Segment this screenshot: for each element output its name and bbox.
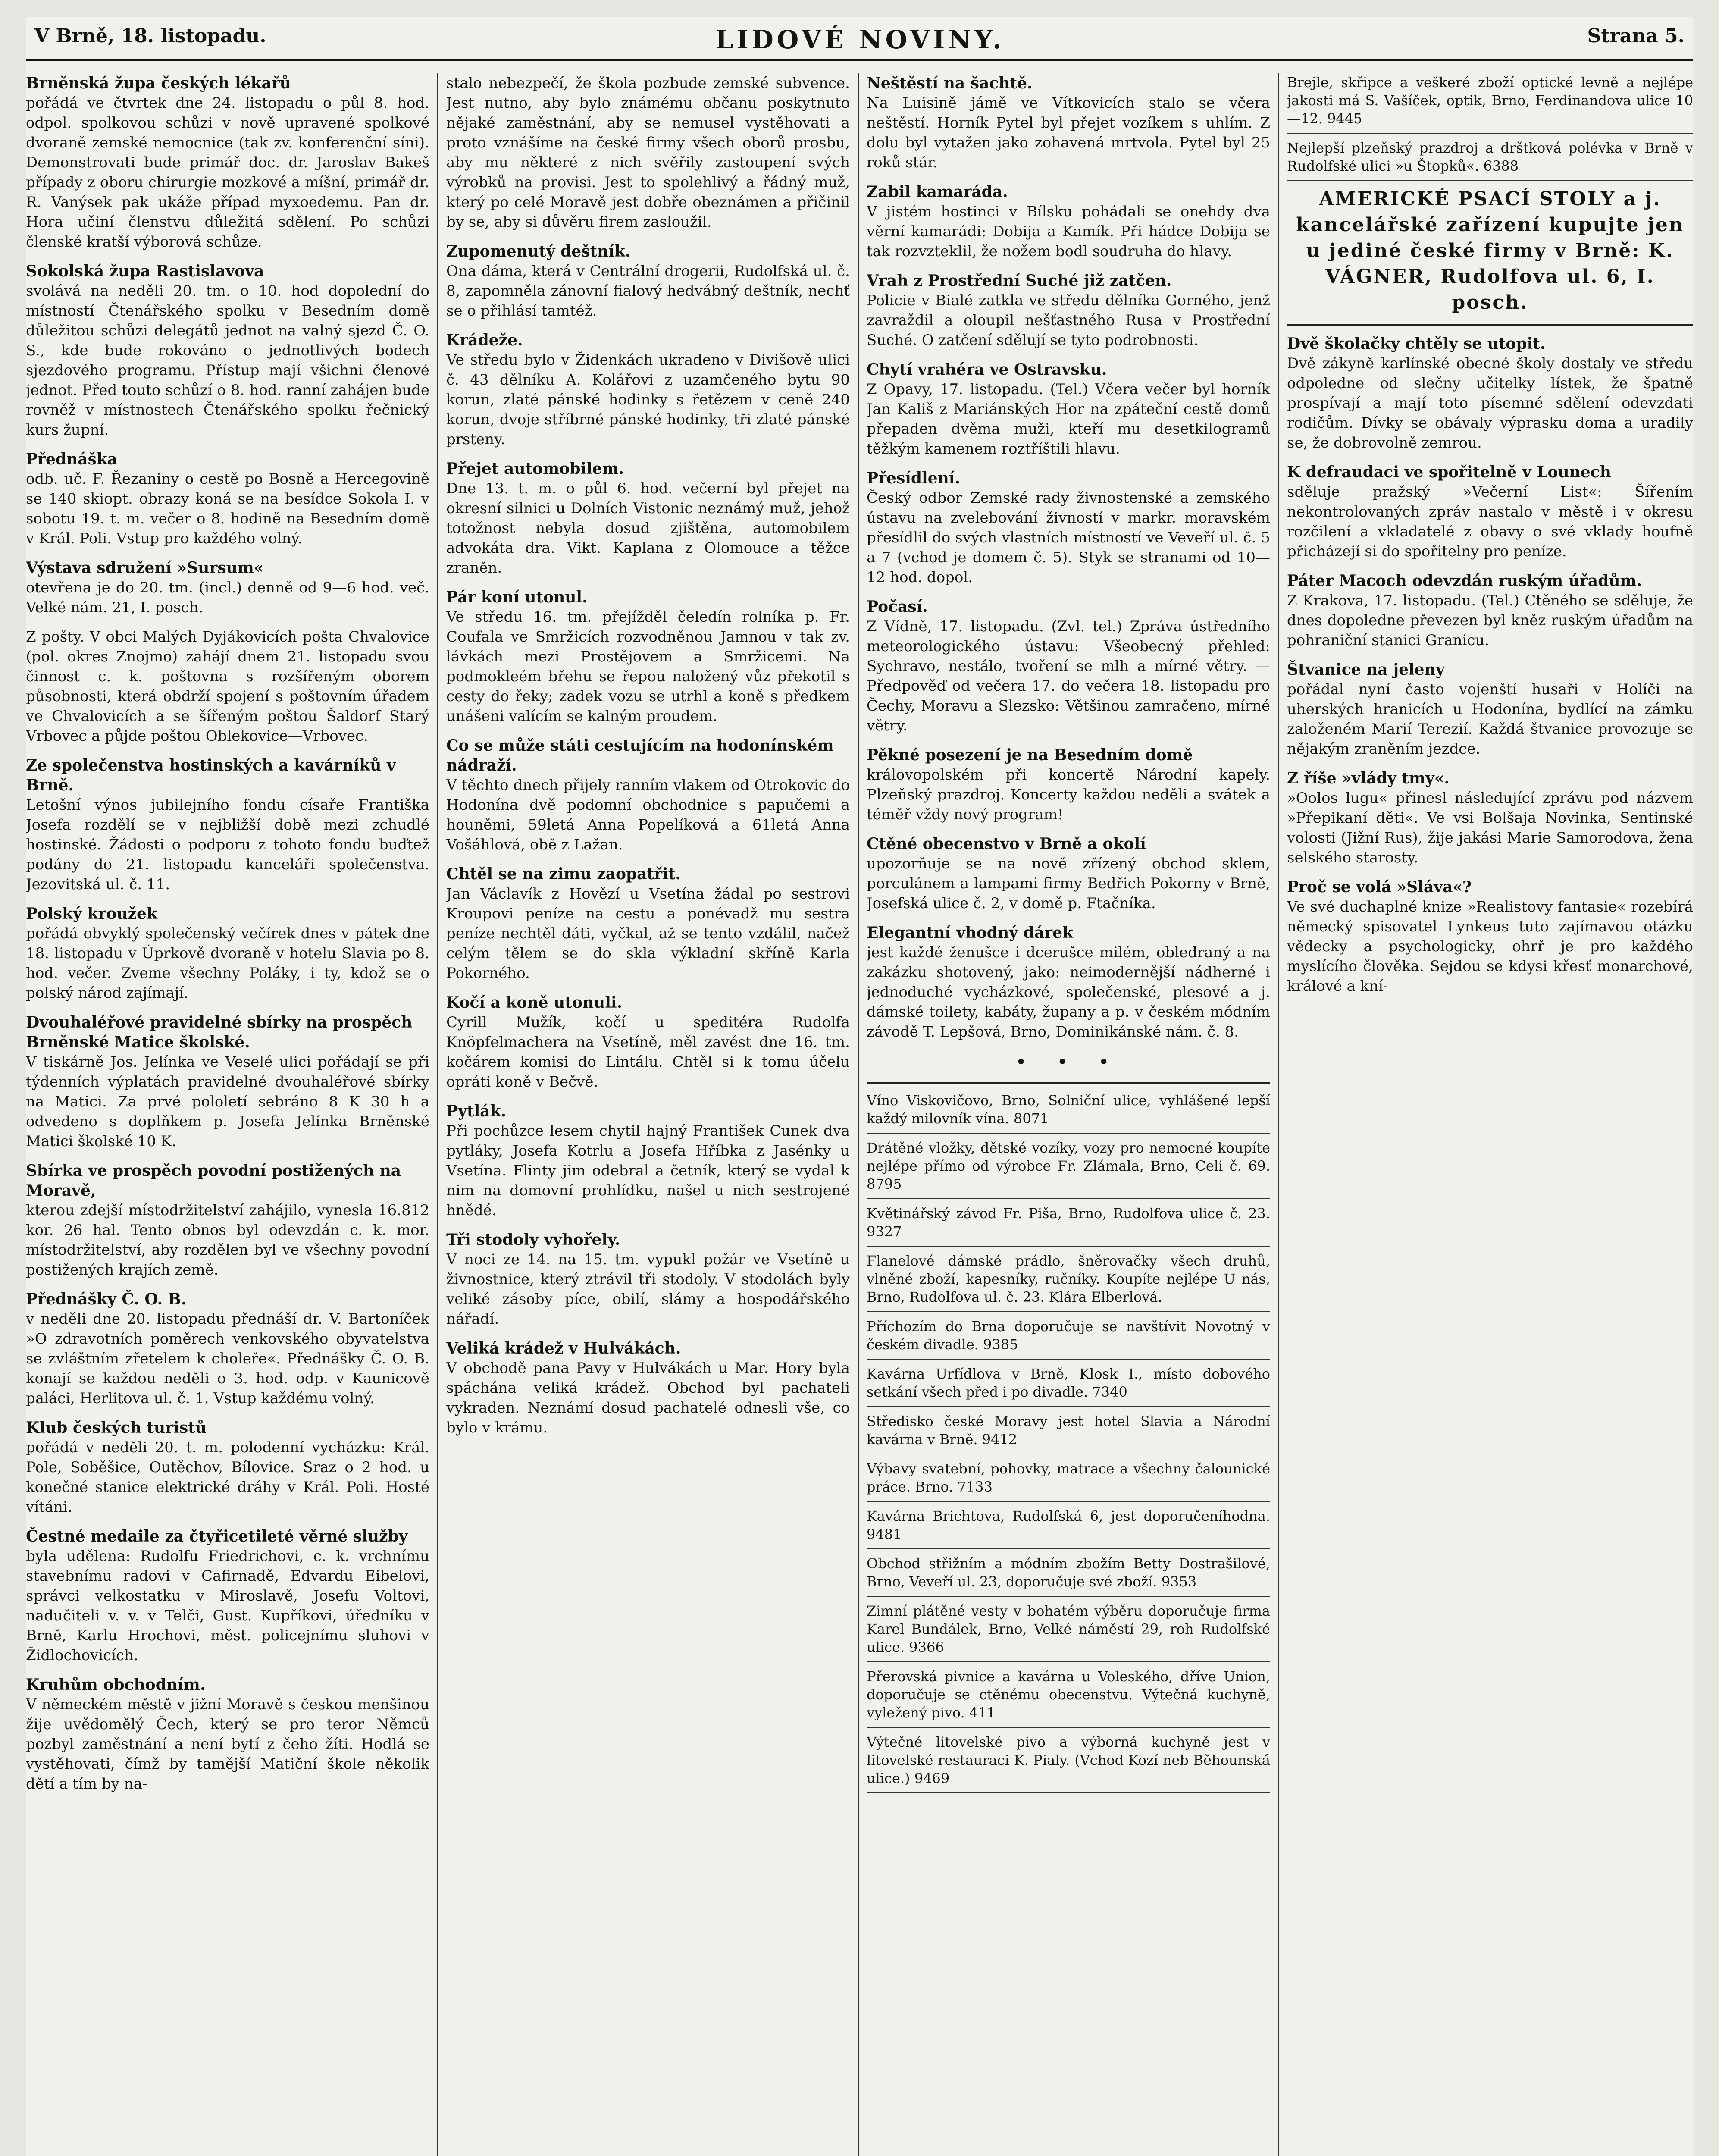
classified-ad: Přerovská pivnice a kavárna u Voleského, dříve Union, doporučuje se ctěnému obecenstvu. Výtečná kuchyně, vyležený pivo. 411: [867, 1668, 1270, 1721]
article-body: Z Opavy, 17. listopadu. (Tel.) Včera večer byl horník Jan Kališ z Mariánských Hor na zpáteční cestě domů přepaden dvěma muži, kteří mu desetkilogramů těžkým kamenem roztříštili hlavu.: [867, 381, 1270, 458]
article-body: Ve své duchaplné knize »Realistovy fantasie« rozebírá německý spisovatel Lynkeus tuto zajímavou otázku vědecky a psychologicky, ohrř je pro každého myslícího člověka. Sejdou se kdysi křesť monarchové, králové a kní-: [1287, 898, 1693, 995]
ads-separator: [867, 1082, 1270, 1084]
article-headline: Krádeže.: [446, 331, 523, 349]
classified-ad: Výbavy svatební, pohovky, matrace a všechny čalounické práce. Brno. 7133: [867, 1460, 1270, 1495]
article: [867, 834, 1270, 913]
masthead: [26, 17, 1693, 69]
article: [867, 271, 1270, 350]
article: [26, 1526, 429, 1665]
article-headline: Z říše »vlády tmy«.: [1287, 769, 1450, 787]
article: [1287, 768, 1693, 868]
article: [26, 73, 429, 252]
article-headline: Kruhům obchodním.: [26, 1676, 206, 1694]
article-body: V noci ze 14. na 15. tm. vypukl požár ve Vsetíně u živnostnice, který ztrávil tři stodoly. V stodolách byly veliké zásoby píce, obilí, slámy a hospodářského nářadí.: [446, 1251, 850, 1328]
article: [26, 1161, 429, 1280]
classified-ad: Středisko české Moravy jest hotel Slavia a Národní kavárna v Brně. 9412: [867, 1413, 1270, 1448]
article-body: kterou zdejší místodržitelství zahájilo, vynesla 16.812 kor. 26 hal. Tento obnos byl odevzdán c. k. mor. místodržitelství, aby rozdělen byl ve všechny povodní postižených krajích země.: [26, 1202, 429, 1279]
article-body: Cyrill Mužík, kočí u speditéra Rudolfa Knöpfelmachera na Vsetíně, měl zavést dne 16. tm. kočárem komisi do Lintálu. Chtěl si k tomu účelu opráti koně v Bečvě.: [446, 1014, 850, 1091]
article: [446, 330, 850, 449]
classified-ad: Květinářský závod Fr. Piša, Brno, Rudolfova ulice č. 23. 9327: [867, 1205, 1270, 1240]
article-body: Ve středu 16. tm. přejížděl čeledín rolníka p. Fr. Coufala ve Smržicích rozvodněnou Jamnou v tak zv. lávkách mezi Prostějovem a Smržicemi. Na podmokleém břehu se řepou naložený vůz překotil s cesty do řeky; zadek vozu se utrhl a koně s předkem unášeni valícím se kalným proudem.: [446, 608, 850, 725]
newspaper-page: [26, 17, 1693, 2156]
column-3: [867, 73, 1270, 2156]
article-headline: Vrah z Prostřední Suché již zatčen.: [867, 272, 1172, 290]
column-divider: [858, 73, 859, 2156]
article: [26, 261, 429, 440]
article: [867, 73, 1270, 172]
article-body: stalo nebezpečí, že škola pozbude zemské subvence. Jest nutno, aby bylo známému občanu poskytnuto nějaké zaměstnání, aby se nemusel vystěhovati a proto vznášíme na české firmy všech oborů prosbu, aby mu některé z nich svěřily zastoupení svých výrobků na provisi. Jest to spolehlivý a řádný muž, který po celé Moravě jest dobře obeznámen a přičinil by se, aby si důvěru firem zasloužil.: [446, 75, 850, 231]
article-headline: Přednáška: [26, 450, 118, 468]
article-body: Letošní výnos jubilejního fondu císaře Františka Josefa rozdělí se v nejbližší době mezi zchudlé hostinské. Žádosti o podporu z tohoto fondu buďtež podány do 21. listopadu kanceláři společenstva. Jezovitská ul. č. 11.: [26, 796, 429, 893]
article-headline: Pár koní utonul.: [446, 588, 588, 606]
article-headline: Přejet automobilem.: [446, 460, 624, 478]
article: [867, 468, 1270, 587]
article-body: V obchodě pana Pavy v Hulvákách u Mar. Hory byla spáchána veliká krádež. Obchod byl pachateli vykraden. Neznámí dosud pachatelé odnesli vše, co bylo v krámu.: [446, 1360, 850, 1436]
article: [26, 558, 429, 617]
ad-divider: [867, 1406, 1270, 1407]
article: [446, 459, 850, 578]
article-body: Z Krakova, 17. listopadu. (Tel.) Ctěného se sděluje, že dnes dopoledne převezen byl kněz ruským úřadům na pohraniční stanici Granicu.: [1287, 592, 1693, 649]
column-4: [1287, 73, 1693, 2156]
article-headline: Chtěl se na zimu zaopatřit.: [446, 865, 681, 883]
article: [26, 1675, 429, 1794]
article: [867, 360, 1270, 459]
article-headline: Páter Macoch odevzdán ruským úřadům.: [1287, 572, 1642, 590]
article-headline: Štvanice na jeleny: [1287, 661, 1445, 679]
classified-ad: Výtečné litovelské pivo a výborná kuchyně jest v litovelské restauraci K. Pialy. (Vchod Kozí neb Běhounská ulice.) 9469: [867, 1734, 1270, 1786]
ad-divider: [867, 1548, 1270, 1549]
article-body: odb. uč. F. Řezaniny o cestě po Bosně a Hercegovině se 140 skiopt. obrazy koná se na besídce Sokola I. v sobotu 19. t. m. večer o 8. hodině na Besedním domě v Král. Poli. Vstup pro každého volný.: [26, 470, 429, 547]
article: [867, 597, 1270, 736]
article: [26, 449, 429, 548]
article: [1287, 462, 1693, 561]
ad-divider: [867, 1661, 1270, 1662]
article: [26, 1289, 429, 1408]
article-body: sděluje pražský »Večerní List«: Šířením nekontrolovaných zpráv nastalo v městě i v okresu rozčilení a vkladatelé z obavy o své vklady houfně přicházejí si do spořitelny pro peníze.: [1287, 483, 1693, 560]
article-body: V německém městě v jižní Moravě s českou menšinou žije uvědomělý Čech, který se pro teror Němců pozbyl zaměstnání a není bytí z čeho žíti. Hodlá se vystěhovati, čímž by tamější Matiční škole několik dětí a tím by na-: [26, 1696, 429, 1792]
article: [26, 904, 429, 1003]
ad-divider: [867, 1246, 1270, 1247]
article-headline: Neštěstí na šachtě.: [867, 74, 1033, 92]
article: [1287, 660, 1693, 759]
column-divider: [1278, 73, 1279, 2156]
classified-ad: Kavárna Urfídlova v Brně, Klosk I., místo dobového setkání všech před i po divadle. 7340: [867, 1366, 1270, 1400]
article-body: pořádá v neděli 20. t. m. polodenní vycházku: Král. Pole, Soběšice, Outěchov, Bílovice. Sraz o 2 hod. u konečné stanice elektrické dráhy v Král. Poli. Hosté vítáni.: [26, 1439, 429, 1516]
ad-divider: [1287, 133, 1693, 134]
article-headline: Ze společenstva hostinských a kavárníků v Brně.: [26, 756, 396, 794]
article: [446, 864, 850, 983]
article-body: Jan Václavík z Hovězí u Vsetína žádal po sestrovi Kroupovi peníze na cestu a ponévadž mu sestra peníze nechtěl dáti, vyčkal, až se tento vzdálil, načež celým tělem se do skla výkladní skříně Karla Pokorného.: [446, 885, 850, 982]
classified-ad: Drátěné vložky, dětské vozíky, vozy pro nemocné koupíte nejlépe přímo od výrobce Fr. Zlámala, Brno, Celi č. 69. 8795: [867, 1140, 1270, 1192]
article: [26, 1418, 429, 1517]
article-headline: Pěkné posezení je na Besedním domě: [867, 746, 1193, 764]
classified-ad: Zimní plátěné vesty v bohatém výběru doporučuje firma Karel Bundálek, Brno, Velké náměstí 29, roh Rudolfské ulice. 9366: [867, 1603, 1270, 1655]
article: [446, 587, 850, 726]
article-headline: Zupomenutý deštník.: [446, 242, 631, 260]
article: [446, 993, 850, 1092]
article-body: V těchto dnech přijely ranním vlakem od Otrokovic do Hodonína dvě podomní obchodnice s papučemi a houněmi, 59letá Anna Popelíková a 61letá Anna Vošáhlová, obě z Lažan.: [446, 777, 850, 853]
article-headline: Brněnská župa českých lékařů: [26, 74, 291, 92]
article: [446, 1230, 850, 1329]
ad-divider: [867, 1133, 1270, 1134]
column-2: [446, 73, 850, 2156]
column-1: [26, 73, 429, 2156]
section-dots: • • •: [1015, 1051, 1121, 1073]
article-headline: Sbírka ve prospěch povodní postižených na Moravě,: [26, 1162, 401, 1200]
article-body: upozorňuje se na nově zřízený obchod sklem, porculánem a lampami firmy Bedřich Pokorny v Brně, Josefská ulice č. 2, v domě p. Ftačníka.: [867, 855, 1270, 912]
article-headline: K defraudaci ve spořitelně v Lounech: [1287, 463, 1611, 481]
article-headline: Tři stodoly vyhořely.: [446, 1231, 620, 1249]
article-body: Ona dáma, která v Centrální drogerii, Rudolfská ul. č. 8, zapomněla zánovní fialový hedvábný deštník, nechť se o přihlásí tamtéž.: [446, 263, 850, 320]
article-body: královopolském při koncertě Národní kapely. Plzeňský prazdroj. Koncerty každou neděli a svátek a téměř vždy nový program!: [867, 766, 1270, 823]
article-headline: Přesídlení.: [867, 469, 961, 487]
display-advertisement: AMERICKÉ PSACÍ STOLY a j. kancelářské zařízení kupujte jen u jediné české firmy v Brně: K. VÁGNER, Rudolfova ul. 6, I. posch.: [1296, 188, 1684, 313]
article-headline: Chytí vrahéra ve Ostravsku.: [867, 360, 1107, 379]
article-headline: Dvě školačky chtěly se utopit.: [1287, 335, 1546, 353]
article-body: pořádá obvyklý společenský večírek dnes v pátek dne 18. listopadu v Úprkově dvoraně v hotelu Slavia po 8. hod. večer. Zveme všechny Poláky, i ty, kdož se o polský národ zajímají.: [26, 925, 429, 1002]
article-body: Český odbor Zemské rady živnostenské a zemského ústavu na zvelebování živností v markr. moravském přesídlil do svých vlastních místností ve Veveří ul. č. 5 a 7 (vchod je domem č. 5). Styk se stranami od 10—12 hod. dopol.: [867, 489, 1270, 586]
article-headline: Polský kroužek: [26, 905, 157, 923]
article-body: pořádal nyní často vojenští husaři v Holíči na uherských hranicích u Hodonína, bydlící na zámku založeném Marií Terezií. Každá štvanice provozuje se nějakým zraněním jezdce.: [1287, 681, 1693, 758]
ad-divider: [867, 1501, 1270, 1502]
ad-divider: [867, 1198, 1270, 1199]
article-headline: Počasí.: [867, 598, 928, 616]
article: [1287, 334, 1693, 453]
column-divider: [437, 73, 438, 2156]
article-body: Ve středu bylo v Židenkách ukradeno v Divišově ulici č. 43 dělníku A. Kolářovi z uzamčeného bytu 90 korun, zlaté pánské hodinky s řetězem v ceně 240 korun, dvoje stříbrné pánské hodinky, tři zlaté pánské prsteny.: [446, 351, 850, 448]
classified-ad: Nejlepší plzeňský prazdroj a drštková polévka v Brně v Rudolfské ulici »u Štopků«. 6388: [1287, 140, 1693, 174]
article-body: byla udělena: Rudolfu Friedrichovi, c. k. vrchnímu stavebnímu radovi v Cafirnadě, Edvardu Eibelovi, správci velkostatku v Miroslavě, Josefu Voltovi, nadučiteli v. v. v Telči, Gust. Kupříkovi, úředníku v Brně, Karlu Hrochovi, měst. policejnímu sluhovi v Židlochovicích.: [26, 1548, 429, 1664]
article-body: V tiskárně Jos. Jelínka ve Veselé ulici pořádají se při týdenních výplatách pravidelné dvouhaléřové sbírky na Matici. Za prvé pololetí sebráno 8 K 30 h a odvedeno s doplňkem p. Josefa Jelínka Brněnské Matici školské 10 K.: [26, 1053, 429, 1150]
article-headline: Dvouhaléřové pravidelné sbírky na prospěch Brněnské Matice školské.: [26, 1013, 413, 1051]
ad-divider: [867, 1792, 1270, 1793]
ad-divider: [867, 1596, 1270, 1597]
article: [867, 923, 1270, 1042]
ad-divider: [867, 1311, 1270, 1312]
article-headline: Sokolská župa Rastislavova: [26, 262, 264, 280]
article: [446, 73, 850, 232]
article: [26, 627, 429, 746]
article-body: jest každé ženušce i dcerušce milém, obledraný a na zakázku shotovený, jako: neimodernější nádherné i jednoduché vycházkové, společenské, plesové a j. dámské toilety, kabáty, župany a p. v českém módním závodě T. Lepšová, Brno, Dominikánské nám. č. 8.: [867, 944, 1270, 1040]
article-body: V jistém hostinci v Bílsku pohádali se onehdy dva věrní kamarádi: Dobija a Kamík. Při hádce Dobija se tak rozvzteklil, že nožem bodl soudruha do hlavy.: [867, 203, 1270, 260]
article-headline: Proč se volá »Sláva«?: [1287, 878, 1472, 896]
classified-ad: Kavárna Brichtova, Rudolfská 6, jest doporučeníhodna. 9481: [867, 1508, 1270, 1542]
classified-ad: Flanelové dámské prádlo, šněrovačky všech druhů, vlněné zboží, kapesníky, ručníky. Koupíte nejlépe U nás, Brno, Rudolfova ul. č. 23. Klára Elberlová.: [867, 1253, 1270, 1305]
article-headline: Co se může státi cestujícím na hodonínském nádraží.: [446, 736, 834, 774]
article-body: Při pochůzce lesem chytil hajný František Cunek dva pytláky, Josefa Kotrlu a Josefa Hříbka z Jasénky u Vsetína. Flinty jim odebral a četník, který se vydal k nim na domovní prohlídku, našel u nich sestrojené hnědé.: [446, 1122, 850, 1219]
article-body: Z pošty. V obci Malých Dyjákovicích pošta Chvalovice (pol. okres Znojmo) zahájí dnem 21. listopadu svou činnost c. k. poštovna s rozšířeným oborem působnosti, která obdrží spojení s poštovním úřadem ve Chvalovicích a se šířeným poštou Šaldorf Starý Vrbovec a půjde poštou Oblekovice—Vrbovec.: [26, 628, 429, 745]
article-headline: Čestné medaile za čtyřicetileté věrné služby: [26, 1527, 408, 1545]
article: [446, 1338, 850, 1438]
article-headline: Elegantní vhodný dárek: [867, 924, 1073, 942]
article-headline: Veliká krádež v Hulvákách.: [446, 1339, 681, 1357]
ad-divider: [867, 1727, 1270, 1728]
article-headline: Zabil kamaráda.: [867, 183, 1008, 201]
classified-ad: Brejle, skřipce a veškeré zboží optické levně a nejlépe jakosti má S. Vašíček, optik, Brno, Ferdinandova ulice 10—12. 9445: [1287, 74, 1693, 127]
article: [1287, 877, 1693, 996]
article-body: Dne 13. t. m. o půl 6. hod. večerní byl přejet na okresní silnici u Dolních Vistonic neznámý muž, jehož totožnost nebyla dosud zjištěna, automobilem advokáta dra. Vikt. Kaplana z Olomouce a těžce zraněn.: [446, 480, 850, 577]
ad-divider: [1287, 180, 1693, 181]
page-number: Strana 5.: [1587, 25, 1685, 47]
article: [1287, 571, 1693, 650]
classified-ad: Obchod střižním a módním zbožím Betty Dostrašilové, Brno, Veveří ul. 23, doporučuje své zboží. 9353: [867, 1555, 1270, 1590]
newspaper-title: LIDOVÉ NOVINY.: [715, 25, 1005, 54]
article-body: Dvě zákyně karlínské obecné školy dostaly ve středu odpoledne od slečny učitelky lístek, že špatně prospívají a mají toto písemné sdělení odevzdati rodičům. Dívky se obávaly výprasku doma a uradily se, že dobrovolně zemrou.: [1287, 355, 1693, 451]
article-headline: Kočí a koně utonuli.: [446, 993, 623, 1012]
article-body: otevřena je do 20. tm. (incl.) denně od 9—6 hod. več. Velké nám. 21, I. posch.: [26, 579, 429, 616]
article-body: »Oolos lugu« přinesl následující zprávu pod názvem »Přepikaní děti«. Ve vsi Bolšaja Novinka, Sentinské volosti (Jižní Rus), žije jakási Marie Samorodova, žena selského starosty.: [1287, 790, 1693, 866]
classified-ad: Víno Viskovičovo, Brno, Solniční ulice, vyhlášené lepší každý milovník vína. 8071: [867, 1092, 1270, 1127]
article-body: pořádá ve čtvrtek dne 24. listopadu o půl 8. hod. odpol. spolkovou schůzi v nově upravené spolkové dvoraně zemské nemocnice (tak zv. konferenční síni). Demonstrovati bude primář doc. dr. Jaroslav Bakeš případy z oboru chirurgie mozkové a míšní, primář dr. R. Vanýsek pak ukáže případ myxoedemu. Pan dr. Hora učiní členstvu důležitá sdělení. Po schůzi členské kratší výborová schůze.: [26, 94, 429, 251]
article: [26, 1012, 429, 1151]
article-body: v neděli dne 20. listopadu přednáší dr. V. Bartoníček »O zdravotních poměrech venkovského obyvatelstva se zvláštním zřetelem k choleře«. Přednášky Č. O. B. konají se každou neděli o 3. hod. odp. v Kaunicově paláci, Herlitova ul. č. 1. Vstup každému volný.: [26, 1310, 429, 1407]
article-headline: Pytlák.: [446, 1102, 507, 1120]
ad-divider: [867, 1359, 1270, 1360]
ads-separator: [1287, 324, 1693, 326]
article: [26, 755, 429, 894]
issue-date: V Brně, 18. listopadu.: [34, 25, 266, 47]
article: [446, 736, 850, 855]
article-headline: Ctěné obecenstvo v Brně a okolí: [867, 835, 1146, 853]
article-body: svolává na neděli 20. tm. o 10. hod dopolední do místností Čtenářského spolku v Besedním domě důležitou schůzi delegátů jednot na valný sjezd Č. O. S., kde bude rokováno o jednotlivých bodech sjezdového programu. Přístup mají všichni členové jednot. Před touto schůzí o 8. hod. ranní zahájen bude rovněž v místnostech Čtenářského spolku řečnický kurs župní.: [26, 282, 429, 439]
article-headline: Klub českých turistů: [26, 1419, 207, 1437]
article: [446, 241, 850, 321]
article-body: Na Luisině jámě ve Vítkovicích stalo se včera neštěstí. Horník Pytel byl přejet vozíkem s uhlím. Z dolu byl vytažen jako zohavená mrtvola. Pytel byl 25 roků stár.: [867, 94, 1270, 171]
article-headline: Přednášky Č. O. B.: [26, 1290, 187, 1308]
header-rule: [26, 59, 1693, 61]
article-body: Policie v Bialé zatkla ve středu dělníka Gorného, jenž zavraždil a oloupil nešťastného Rusa v Prostřední Suché. O zatčení sdělují se tyto podrobnosti.: [867, 292, 1270, 349]
article-body: Z Vídně, 17. listopadu. (Zvl. tel.) Zpráva ústředního meteorologického ústavu: Všeobecný přehled: Sychravo, nestálo, tvoření se mlh a mírné větry. — Předpověď od večera 17. do večera 18. listopadu pro Čechy, Moravu a Slezsko: Většinou zamračeno, mírné větry.: [867, 618, 1270, 734]
article: [867, 745, 1270, 824]
article-headline: Výstava sdružení »Sursum«: [26, 559, 264, 577]
article: [446, 1101, 850, 1220]
classified-ad: Příchozím do Brna doporučuje se navštívit Novotný v českém divadle. 9385: [867, 1318, 1270, 1353]
article: [867, 182, 1270, 261]
